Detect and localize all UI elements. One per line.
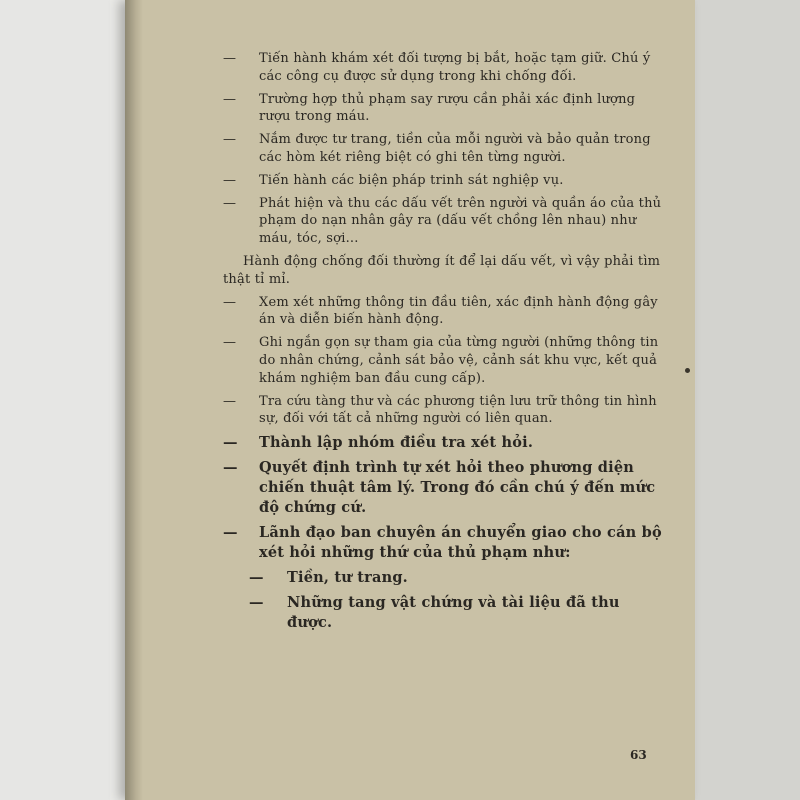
- dash-marker: —: [223, 393, 237, 409]
- item-text: Ghi ngắn gọn sự tham gia của từng người (những thông tin do nhân chứng, cảnh sát bảo vệ, cảnh sát khu vực, kết quả khám nghiệm ban đầu cung cấp).: [259, 335, 659, 386]
- item-text: Tra cứu tàng thư và các phương tiện lưu trữ thông tin hình sự, đối với tất cả những người có liên quan.: [259, 393, 657, 427]
- list-item: [223, 433, 663, 453]
- item-text: Xem xét những thông tin đầu tiên, xác định hành động gây án và diễn biến hành động.: [259, 294, 658, 328]
- item-text: Tiến hành khám xét đối tượng bị bắt, hoặc tạm giữ. Chú ý các công cụ được sử dụng trong khi chống đối.: [259, 51, 651, 84]
- list-item: [223, 91, 663, 127]
- list-item: [223, 334, 663, 387]
- item-text: Tiến hành các biện pháp trinh sát nghiệp vụ.: [259, 172, 564, 188]
- list-item: [223, 523, 663, 563]
- item-text: Những tang vật chứng và tài liệu đã thu được.: [287, 594, 620, 632]
- list-item: [223, 294, 663, 330]
- dash-marker: —: [223, 132, 237, 148]
- dash-marker: —: [249, 594, 264, 612]
- list-item: [223, 458, 663, 518]
- dash-marker: —: [223, 195, 237, 211]
- dash-marker: —: [249, 569, 264, 587]
- dash-marker: —: [223, 294, 237, 310]
- item-text: Quyết định trình tự xét hỏi theo phương diện chiến thuật tâm lý. Trong đó cần chú ý đến mức độ chứng cứ.: [259, 459, 656, 517]
- book-spine: [125, 0, 143, 800]
- item-text: Tiền, tư trang.: [287, 569, 408, 587]
- background-left: [0, 0, 110, 800]
- list-item: [223, 195, 663, 248]
- item-text: Trường hợp thủ phạm say rượu cần phải xác định lượng rượu trong máu.: [259, 91, 636, 125]
- background-right: [680, 0, 800, 800]
- item-text: Nắm được tư trang, tiền của mỗi người và bảo quản trong các hòm két riêng biệt có ghi tên từng người.: [259, 132, 651, 165]
- item-text: Phát hiện và thu các dấu vết trên người và quần áo của thủ phạm do nạn nhân gây ra (dấu vết chồng lên nhau) như máu, tóc, sợi...: [259, 195, 662, 247]
- list-item: [223, 50, 663, 86]
- book-page: [125, 0, 695, 800]
- dash-marker: —: [223, 91, 237, 107]
- list-item: [223, 131, 663, 167]
- dash-marker: —: [223, 524, 238, 542]
- dash-marker: —: [223, 459, 238, 477]
- page-content: [223, 50, 663, 638]
- list-item: [223, 393, 663, 429]
- dash-marker: —: [223, 51, 237, 66]
- sub-list-item: [223, 568, 663, 588]
- dash-marker: —: [223, 335, 237, 351]
- sub-list-item: [223, 593, 663, 633]
- paragraph: Hành động chống đối thường ít để lại dấu vết, vì vậy phải tìm thật tỉ mỉ.: [223, 253, 661, 287]
- item-text: Lãnh đạo ban chuyên án chuyển giao cho cán bộ xét hỏi những thứ của thủ phạm như:: [259, 524, 662, 562]
- dash-marker: —: [223, 172, 237, 188]
- dash-marker: —: [223, 434, 238, 452]
- list-item: [223, 172, 663, 190]
- page-number: 63: [630, 748, 647, 762]
- ink-spot: [685, 368, 690, 373]
- item-text: Thành lập nhóm điều tra xét hỏi.: [259, 434, 534, 452]
